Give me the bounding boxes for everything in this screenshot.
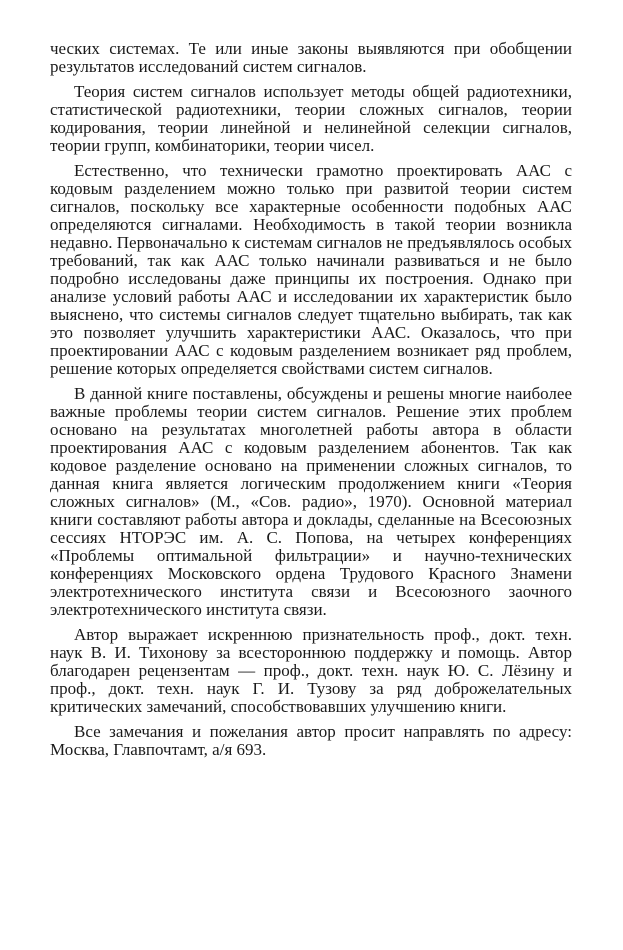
page-text: [50, 40, 572, 759]
paragraph-continuation: ческих системах. Те или иные законы выявляются при обобщении результатов исследований систем сигналов.: [50, 39, 572, 76]
paragraph-book-content: В данной книге поставлены, обсуждены и решены многие наиболее важные проблемы теории систем сигналов. Решение этих проблем основано на результатах многолетней работы автора в области проектирования ААС с кодовым разделением абонентов. Так как кодовое разделение основано на применении сложных сигналов, то данная книга является логическим продолжением книги «Теория сложных сигналов» (М., «Сов. радио», 1970). Основной материал книги составляют работы автора и доклады, сделанные на Всесоюзных сессиях НТОРЭС им. А. С. Попова, на четырех конференциях «Проблемы оптимальной фильтрации» и научно-технических конференциях Московского ордена Трудового Красного Знамени электротехнического института связи и Всесоюзного заочного электротехнического института связи.: [50, 384, 572, 619]
paragraph-theory-need: Естественно, что технически грамотно проектировать ААС с кодовым разделением можно только при развитой теории систем сигналов, поскольку все характерные особенности подобных ААС определяются сигналами. Необходимость в такой теории возникла недавно. Первоначально к системам сигналов не предъявлялось особых требований, так как ААС только начинали развиваться и не было подробно исследованы даже принципы их построения. Однако при анализе условий работы ААС и исследовании их характеристик было выяснено, что системы сигналов следует тщательно выбирать, так как это позволяет улучшить характеристики ААС. Оказалось, что при проектировании ААС с кодовым разделением возникает ряд проблем, решение которых определяется свойствами систем сигналов.: [50, 161, 572, 378]
paragraph-acknowledgements: Автор выражает искреннюю признательность проф., докт. техн. наук В. И. Тихонову за всестороннюю поддержку и помощь. Автор благодарен рецензентам — проф., докт. техн. наук Ю. С. Лёзину и проф., докт. техн. наук Г. И. Тузову за ряд доброжелательных критических замечаний, способствовавших улучшению книги.: [50, 625, 572, 716]
paragraph-methods: Теория систем сигналов использует методы общей радиотехники, статистической радиотехники, теории сложных сигналов, теории кодирования, теории линейной и нелинейной селекции сигналов, теории групп, комбинаторики, теории чисел.: [50, 82, 572, 155]
paragraph-address: Все замечания и пожелания автор просит направлять по адресу: Москва, Главпочтамт, а/я 693.: [50, 722, 572, 759]
